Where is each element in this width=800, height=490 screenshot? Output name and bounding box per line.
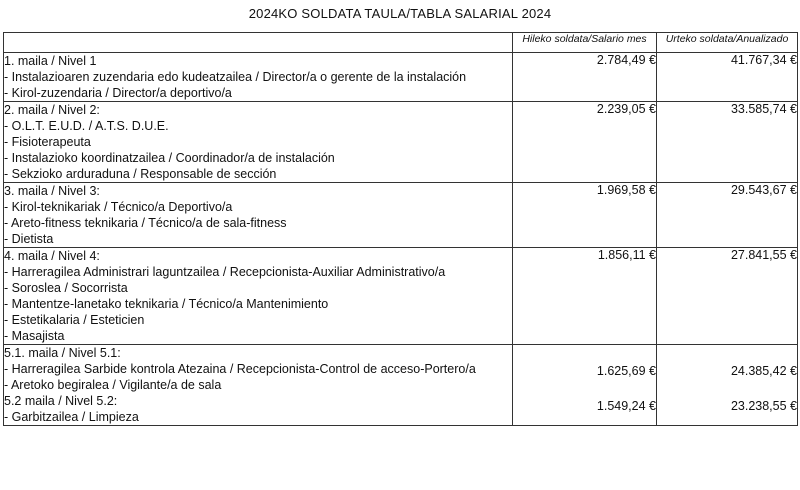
job-item: - Estetikalaria / Esteticien bbox=[4, 313, 145, 327]
level-heading: 2. maila / Nivel 2: bbox=[4, 103, 100, 117]
header-monthly: Hileko soldata/Salario mes bbox=[513, 33, 657, 53]
annual-salary: 33.585,74 € bbox=[657, 102, 798, 183]
job-item: - Instalazioko koordinatzailea / Coordinador/a de instalación bbox=[4, 151, 335, 165]
job-item: - Instalazioaren zuzendaria edo kudeatzailea / Director/a o gerente de la instalación bbox=[4, 70, 467, 84]
job-item: - Garbitzailea / Limpieza bbox=[4, 410, 139, 424]
job-item: - Sekzioko arduraduna / Responsable de sección bbox=[4, 167, 277, 181]
level-heading: 1. maila / Nivel 1 bbox=[4, 54, 97, 68]
level-description bbox=[4, 53, 513, 102]
job-item: - Fisioterapeuta bbox=[4, 135, 91, 149]
page-title: 2024KO SOLDATA TAULA/TABLA SALARIAL 2024 bbox=[248, 6, 552, 21]
header-annual: Urteko soldata/Anualizado bbox=[657, 33, 798, 53]
monthly-salary: 1.969,58 € bbox=[513, 183, 657, 248]
level-description bbox=[4, 248, 513, 345]
job-item: - Areto-fitness teknikaria / Técnico/a de sala-fitness bbox=[4, 216, 287, 230]
annual-salary bbox=[657, 345, 798, 426]
table-row-level-1 bbox=[4, 53, 798, 102]
job-item: - Harreragilea Administrari laguntzailea / Recepcionista-Auxiliar Administrativo/a bbox=[4, 265, 446, 279]
table-row-level-2 bbox=[4, 102, 798, 183]
job-item: - Mantentze-lanetako teknikaria / Técnico/a Mantenimiento bbox=[4, 297, 329, 311]
job-item: - Kirol-teknikariak / Técnico/a Deportivo/a bbox=[4, 200, 233, 214]
table-row-level-5 bbox=[4, 345, 798, 426]
monthly-salary-5-1: 1.625,69 € bbox=[596, 364, 656, 378]
monthly-salary: 2.239,05 € bbox=[513, 102, 657, 183]
job-item: - Soroslea / Socorrista bbox=[4, 281, 128, 295]
level-heading: 4. maila / Nivel 4: bbox=[4, 249, 100, 263]
table-row-level-3 bbox=[4, 183, 798, 248]
level-description bbox=[4, 102, 513, 183]
job-item: - O.L.T. E.U.D. / A.T.S. D.U.E. bbox=[4, 119, 169, 133]
annual-salary: 29.543,67 € bbox=[657, 183, 798, 248]
job-item: - Masajista bbox=[4, 329, 65, 343]
salary-table bbox=[3, 32, 798, 426]
table-body bbox=[4, 53, 798, 426]
level-heading: 5.2 maila / Nivel 5.2: bbox=[4, 394, 118, 408]
annual-salary-5-1: 24.385,42 € bbox=[730, 364, 797, 378]
level-description bbox=[4, 345, 513, 426]
monthly-salary-5-2: 1.549,24 € bbox=[596, 399, 656, 413]
job-item: - Aretoko begiralea / Vigilante/a de sala bbox=[4, 378, 222, 392]
job-item: - Dietista bbox=[4, 232, 54, 246]
job-item: - Kirol-zuzendaria / Director/a deportivo/a bbox=[4, 86, 232, 100]
level-description bbox=[4, 183, 513, 248]
monthly-salary: 2.784,49 € bbox=[513, 53, 657, 102]
table-header-row bbox=[4, 33, 798, 53]
table-row-level-4 bbox=[4, 248, 798, 345]
monthly-salary: 1.856,11 € bbox=[513, 248, 657, 345]
level-heading: 3. maila / Nivel 3: bbox=[4, 184, 100, 198]
annual-salary: 27.841,55 € bbox=[657, 248, 798, 345]
level-heading: 5.1. maila / Nivel 5.1: bbox=[4, 346, 121, 360]
job-item: - Harreragilea Sarbide kontrola Atezaina / Recepcionista-Control de acceso-Portero/a bbox=[4, 362, 476, 376]
monthly-salary bbox=[513, 345, 657, 426]
header-category bbox=[4, 33, 513, 53]
annual-salary-5-2: 23.238,55 € bbox=[730, 399, 797, 413]
annual-salary: 41.767,34 € bbox=[657, 53, 798, 102]
